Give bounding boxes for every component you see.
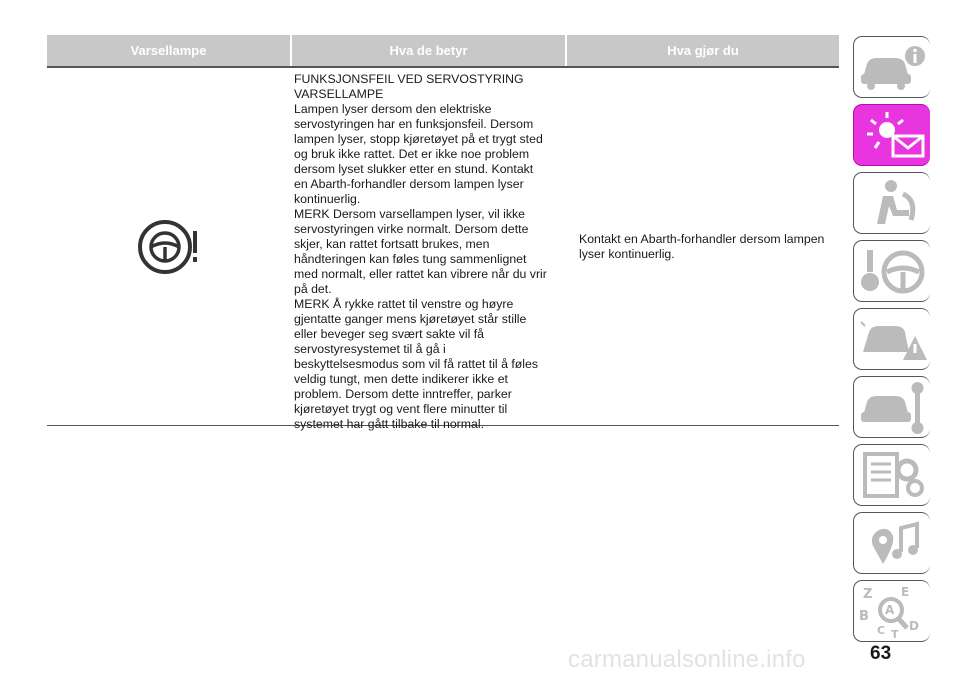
tab-warning-lights[interactable] xyxy=(853,104,930,166)
header-meaning: Hva de betyr xyxy=(292,35,567,66)
desc-line: eller beveger seg svært sakte vil få xyxy=(294,327,485,341)
desc-line: kontinuerlig. xyxy=(294,192,361,206)
svg-text:D: D xyxy=(909,619,919,633)
warning-lights-table xyxy=(47,35,839,431)
seat-airbag-safety-icon xyxy=(857,176,927,230)
navigation-music-icon xyxy=(857,516,927,570)
desc-line: håndteringen kan føles tung sammenlignet xyxy=(294,252,527,266)
desc-line: MERK Å rykke rattet til venstre og høyre xyxy=(294,297,514,311)
svg-text:E: E xyxy=(901,585,910,599)
desc-line: servostyringen virke normalt. Dersom dette xyxy=(294,222,529,236)
header-action: Hva gjør du xyxy=(667,43,739,58)
power-steering-warning-icon xyxy=(137,215,201,279)
tab-maintenance[interactable] xyxy=(853,376,930,438)
desc-line: dersom lyset slukker etter en stund. Kontakt xyxy=(294,162,534,176)
svg-text:Z: Z xyxy=(863,587,873,602)
svg-text:T: T xyxy=(891,628,899,638)
header-warning-light: Varsellampe xyxy=(47,35,292,66)
table-row xyxy=(47,68,839,431)
warning-light-cell xyxy=(47,68,290,425)
chapter-sidebar xyxy=(853,36,931,648)
desc-line: veldig tungt, men dette indikerer ikke et xyxy=(294,372,508,386)
car-maintenance-wrench-icon xyxy=(857,380,927,434)
meaning-cell xyxy=(290,68,563,431)
car-info-icon xyxy=(857,42,927,92)
watermark: carmanualsonline.info xyxy=(568,646,806,673)
spec-list-gears-icon xyxy=(857,448,927,502)
action-line: lyser kontinuerlig. xyxy=(579,246,675,261)
svg-text:A: A xyxy=(885,603,895,617)
svg-text:B: B xyxy=(859,609,869,624)
tab-emergency[interactable] xyxy=(853,308,930,370)
desc-line: på det. xyxy=(294,282,332,296)
action-cell xyxy=(563,68,839,425)
desc-line: skjer, kan rattet fortsatt brukes, men xyxy=(294,237,490,251)
desc-line: beskyttelsesmodus som vil få rattet til å føles xyxy=(294,357,538,371)
desc-line: en Abarth-forhandler dersom lampen lyser xyxy=(294,177,524,191)
desc-line: problem. Dersom dette inntreffer, parker xyxy=(294,387,512,401)
tab-safety[interactable] xyxy=(853,172,930,234)
tab-car-info[interactable] xyxy=(853,36,930,98)
tab-technical-data[interactable] xyxy=(853,444,930,506)
desc-line: systemet har gått tilbake til normal. xyxy=(294,417,484,431)
desc-line: VARSELLAMPE xyxy=(294,87,384,101)
warning-light-message-icon xyxy=(857,108,927,162)
desc-line: servostyresystemet til å gå i xyxy=(294,342,446,356)
tab-starting-driving[interactable] xyxy=(853,240,930,302)
desc-line: MERK Dersom varsellampen lyser, vil ikke xyxy=(294,207,525,221)
alphabetical-index-search-icon xyxy=(857,584,927,638)
tab-multimedia[interactable] xyxy=(853,512,930,574)
svg-text:C: C xyxy=(877,624,886,637)
page-number: 63 xyxy=(870,643,892,664)
table-header xyxy=(47,35,839,68)
desc-line: lampen lyser, stopp kjøretøyet på et trygt sted xyxy=(294,132,543,146)
tab-index[interactable] xyxy=(853,580,930,642)
desc-line: FUNKSJONSFEIL VED SERVOSTYRING xyxy=(294,72,524,86)
action-line: Kontakt en Abarth-forhandler dersom lampen xyxy=(579,231,825,246)
desc-line: Lampen lyser dersom den elektriske xyxy=(294,102,492,116)
key-steering-wheel-icon xyxy=(857,244,927,298)
action-text xyxy=(579,232,824,262)
desc-line: og bruk ikke rattet. Det er ikke noe problem xyxy=(294,147,530,161)
desc-line: med normalt, eller rattet kan vibrere når du vrir xyxy=(294,267,547,281)
car-accident-warning-icon xyxy=(857,312,927,366)
desc-line: kjøretøyet trygt og vent flere minutter til xyxy=(294,402,508,416)
desc-line: gjentatte ganger mens kjøretøyet står stille xyxy=(294,312,527,326)
desc-line: servostyringen har en funksjonsfeil. Dersom xyxy=(294,117,534,131)
